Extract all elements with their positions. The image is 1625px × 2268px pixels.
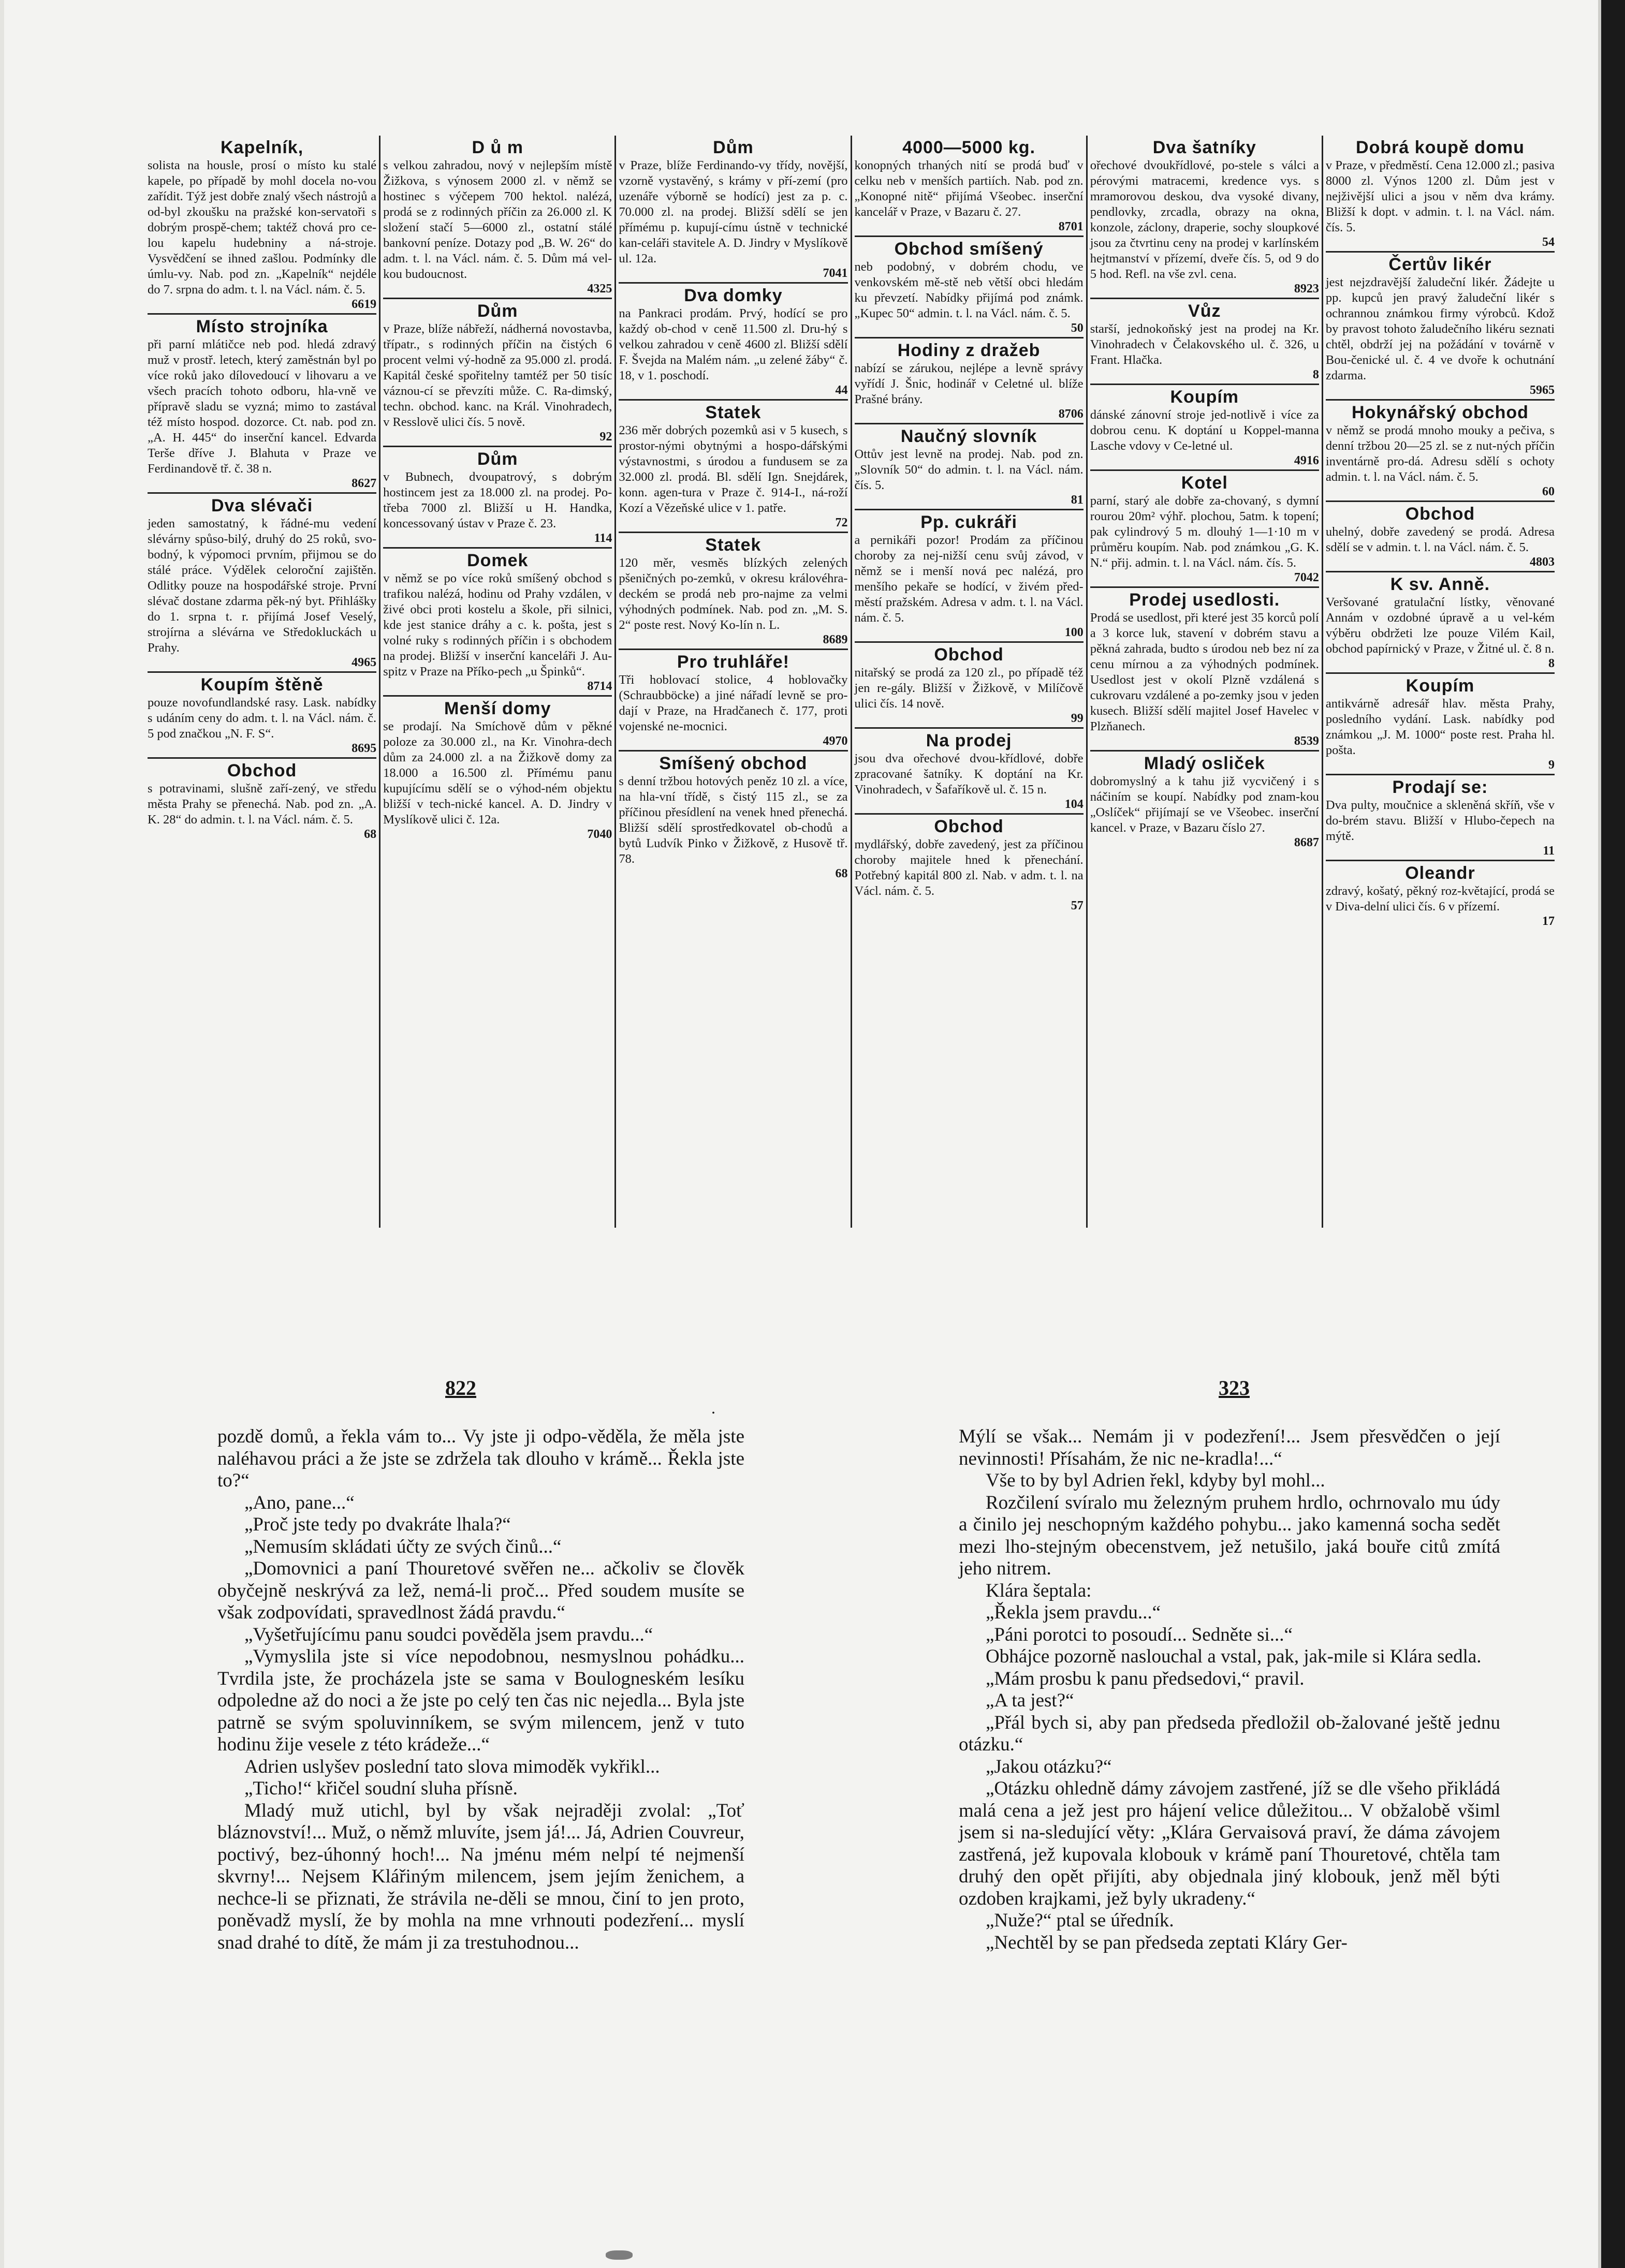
classified-ad: [383, 697, 612, 843]
classified-ad: [1326, 253, 1555, 401]
story-paragraph: Mýlí se však... Nemám ji v podezření!... Jsem přesvědčen o její nevinnosti! Přísahám, že nic ne-kradla!...“: [959, 1426, 1500, 1469]
story-column-right: [959, 1426, 1500, 1954]
ad-title: Naučný slovník: [900, 426, 1037, 446]
ad-column: [1322, 136, 1557, 1228]
ad-number: 72: [835, 516, 848, 529]
ad-text: uhelný, dobře zavedený se prodá. Adresa sdělí se v admin. t. l. na Václ. nám. č. 5.: [1325, 525, 1555, 554]
ad-column: [145, 136, 379, 1228]
story-paragraph: „Přál bych si, aby pan předseda předložil ob-žalované ještě jednu otázku.“: [959, 1712, 1500, 1755]
ad-title: Obchod: [934, 817, 1004, 836]
classified-ad: [1326, 861, 1555, 930]
story-paragraph: Vše to by byl Adrien řekl, kdyby byl mohl...: [986, 1470, 1325, 1491]
ad-text: v Bubnech, dvoupatrový, s dobrým hostincem jest za 18.000 zl. na prodej. Po-třeba 7000 zl. Bližší u H. Handka, koncessovaný ústav v Praze č. 23.: [383, 470, 612, 531]
ad-title: Dům: [713, 138, 754, 157]
ad-text: v Praze, blíže Ferdinando-vy třídy, novější, vzorně vystavěný, s krámy v pří-zemí (pro uzenáře výborně se hodící) jest za p. c. 70.000 zl. na prodej. Bližší sdělí se jen přímému p. kupují-címu ústně v technické kan-celáři stavitele A. D. Jindry v Myslíkově ul. 12a.: [619, 158, 848, 266]
classified-ad: [383, 136, 612, 299]
classified-ad: [619, 650, 847, 752]
story-paragraph: Mladý muž utichl, byl by však nejraději zvolal: „Toť bláznovství!... Muž, o němž mluvíte, jsem já!... Já, Adrien Couvreur, poctivý, bez-úhonný hoch!... Na jménu mém nelpí té nejmenší skvrny!... Nejsem Klářiným milencem, jsem jejím ženichem, a nechce-li se přiznati, že strávila ne-děli se mnou, činí to jen proto, poněvadž myslí, že by mohla na mne vrhnouti podezření... myslí snad drahé to dítě, že mám ji za trestuhodnou...: [217, 1800, 744, 1953]
scan-margin: [0, 0, 4, 2268]
ad-title: Smíšený obchod: [659, 754, 808, 773]
page-number-left: 822: [445, 1376, 476, 1400]
classified-ad: [1326, 572, 1555, 674]
story-paragraph: „A ta jest?“: [986, 1690, 1074, 1711]
page-number-right: 323: [1219, 1376, 1250, 1400]
ad-number: 8687: [1294, 836, 1319, 849]
story-paragraph: „Proč jste tedy po dvakráte lhala?“: [244, 1514, 511, 1535]
story-paragraph: „Řekla jsem pravdu...“: [986, 1602, 1161, 1623]
ad-text: pouze novofundlandské rasy. Lask. nabídky s udáním ceny do adm. t. l. na Václ. nám. č. 5 pod značkou „N. F. S“.: [148, 696, 377, 741]
ad-number: 81: [1071, 493, 1084, 507]
classified-ad: [1090, 299, 1319, 385]
ad-text: neb podobný, v dobrém chodu, ve venkovském mě-stě neb větší obci hledám ku převzetí. Nabídky přijímá pod známk. „Kupec 50“ admin. t. l. na Václ. nám. č. 5.: [854, 260, 1084, 320]
story-paragraph: „Ticho!“ křičel soudní sluha přísně.: [244, 1778, 518, 1799]
ad-number: 54: [1542, 235, 1555, 249]
ad-title: Na prodej: [926, 731, 1012, 750]
ad-title: Statek: [705, 535, 762, 555]
classified-ad: [855, 338, 1084, 424]
ad-text: nabízí se zárukou, nejlépe a levně správy vyřídí J. Šnic, hodinář v Celetné ul. blíže Prašné brány.: [854, 361, 1084, 406]
ad-column: [614, 136, 850, 1228]
classified-ad: [1326, 401, 1555, 502]
ad-title: Kapelník,: [221, 138, 304, 157]
ad-number: 8701: [1058, 220, 1084, 233]
ad-text: na Pankraci prodám. Prvý, hodící se pro každý ob-chod v ceně 11.500 zl. Dru-hý s velkou zahradou v ceně 4600 zl. Bližší sdělí F. Švejda na Malém nám. „u zelené žáby“ č. 18, v 1. poschodí.: [619, 306, 848, 382]
ad-number: 4916: [1294, 454, 1319, 467]
ad-title: K sv. Anně.: [1390, 575, 1490, 594]
ad-title: Obchod: [227, 761, 297, 780]
classified-ad: [619, 752, 847, 882]
classified-ad: [1090, 588, 1319, 752]
classified-ad: [619, 533, 847, 650]
ad-text: Veršované gratulační lístky, věnované Annám v ozdobné úpravě a u vel-kém výběru obdržeti lze pouze Vilém Kail, obchod papírnický v Praze, v Žitné ul. č. 8 n.: [1325, 595, 1555, 656]
ad-number: 11: [1543, 844, 1555, 858]
ad-number: 8539: [1294, 734, 1319, 748]
ad-text: dánské zánovní stroje jed-notlivě i více za dobrou cenu. K doptání u Koppel-manna Lasche vdovy v Ce-letné ul.: [1090, 408, 1319, 453]
ad-text: zdravý, košatý, pěkný roz-květající, prodá se v Diva-delní ulici čís. 6 v přízemí.: [1325, 884, 1555, 914]
classified-ad: [855, 815, 1084, 915]
story-paragraph: „Nuže?“ ptal se úředník.: [986, 1910, 1174, 1931]
ad-title: Vůz: [1188, 301, 1221, 321]
page-edge: [1601, 0, 1625, 2268]
ad-number: 8: [1548, 657, 1555, 670]
ad-title: Dobrá koupě domu: [1356, 138, 1525, 157]
classified-ad: [855, 424, 1084, 510]
story-paragraph: „Jakou otázku?“: [986, 1756, 1112, 1777]
ad-title: Pp. cukráři: [920, 512, 1017, 532]
classified-ad: [148, 136, 376, 315]
classified-ad: [1090, 752, 1319, 851]
ad-title: Dům: [477, 301, 518, 321]
classified-ad: [383, 447, 612, 549]
ad-column: [851, 136, 1086, 1228]
ad-title: Dva šatníky: [1152, 138, 1256, 157]
ad-number: 8: [1312, 368, 1319, 381]
ad-title: Hokynářský obchod: [1351, 403, 1529, 422]
ad-text: dobromyslný a k tahu již vycvičený i s náčiním se koupí. Nabídky pod znam-kou „Oslíček“ přijímají se ve Všeobec. inserční kancel. v Praze, v Bazaru číslo 27.: [1090, 774, 1319, 835]
ink-smudge: [606, 2250, 633, 2260]
classified-ad: [1326, 775, 1555, 861]
classified-ad: [1090, 471, 1319, 588]
ad-text: s potravinami, slušně zaří-zený, ve středu města Prahy se přenechá. Nab. pod zn. „A. K. 28“ do admin. t. l. na Václ. nám. č. 5.: [148, 782, 377, 827]
ad-title: Místo strojníka: [196, 317, 328, 336]
ad-text: ořechové dvoukřídlové, po-stele s válci a pérovými matracemi, kredence vys. s mramorovou deskou, dva vysoké divany, pendlovky, zrcadla, obrazy na okna, konzole, záclony, draperie, sochy sloupkové jsou za čtvrtinu ceny na prodej v karlínském hejtmanství v přízemí, dveře čís. 5, od 9 do 5 hod. Refl. na vše zvl. cena.: [1090, 158, 1319, 281]
story-paragraph: Rozčilení svíralo mu železným pruhem hrdlo, ochrnovalo mu údy a činilo jej neschopným každého pohybu... jako kamenná socha sedět mezi lho-stejným obecenstvem, jež netušilo, jaká bouře citů zmítá jeho nitrem.: [959, 1492, 1500, 1579]
classified-ad: [148, 759, 376, 843]
classified-ad: [855, 510, 1084, 643]
ad-number: 4970: [823, 734, 848, 748]
ad-number: 99: [1071, 712, 1084, 725]
ad-text: Dva pulty, moučnice a skleněná skříň, vše v do-brém stavu. Bližší v Hlubo-čepech na mýtě.: [1325, 798, 1555, 843]
story-paragraph: pozdě domů, a řekla vám to... Vy jste ji odpo-věděla, že měla jste naléhavou práci a že jste se zdržela tak dlouho v krámě... Řekla jste to?“: [217, 1426, 744, 1491]
ad-title: 4000—5000 kg.: [902, 138, 1036, 157]
story-paragraph: „Vyšetřujícímu panu soudci pověděla jsem pravdu...“: [244, 1624, 653, 1645]
ad-text: se prodají. Na Smíchově dům v pěkné poloze za 30.000 zl., na Kr. Vinohra-dech dům za 24.000 zl. a na Žižkově domy za 18.000 a 16.500 zl. Přímému panu kupujícímu sdělí se o výhod-ném objektu bližší v tech-nické kancel. A. D. Jindry v Myslíkově ulici č. 12a.: [383, 719, 612, 827]
story-paragraph: „Domovnici a paní Thouretové svěřen ne... ačkoliv se člověk obyčejně neskrývá za lež, nemá-li proč... Před soudem musíte se však zodpovídati, spravedlnost žádá pravdu.“: [217, 1558, 744, 1623]
story-paragraph: „Páni porotci to posoudí... Sedněte si...“: [986, 1624, 1293, 1645]
ad-text: mydlářský, dobře zavedený, jest za příčinou choroby majitele hned k přenechání. Potřebný kapitál 800 zl. Nab. v adm. t. l. na Václ. nám. č. 5.: [854, 837, 1084, 898]
ad-text: konopných trhaných nití se prodá buď v celku neb v menších partiích. Nab. pod zn. „Konopné nitě“ přijímá Všeobec. inserční kancelář v Praze, v Bazaru č. 27.: [854, 158, 1084, 219]
story-paragraph: „Ano, pane...“: [244, 1492, 355, 1513]
ad-number: 57: [1071, 899, 1084, 912]
ad-text: parní, starý ale dobře za-chovaný, s dymní rourou 20m² výhř. plochou, 5atm. k topení; pak cylindrový 5 m. dlouhý 1—1·10 m v průměru koupím. Nab. pod známkou „G. K. N.“ přij. admin. t. l. na Václ. nám. čís. 5.: [1090, 494, 1319, 570]
ad-number: 17: [1542, 915, 1555, 928]
ad-title: Prodej usedlosti.: [1129, 590, 1280, 610]
classified-ads-section: [145, 136, 1557, 1228]
ad-text: jeden samostatný, k řádné-mu vedení slévárny spůso-bilý, druhý do 25 roků, svo-bodný, k výpomoci prvním, přijmou se do stálé práce. Výdělek celoroční zajištěn. Odlitky pouze na hospodářské stroje. První slévač dostane zdarma pěk-ný byt. Přihlášky do 1. srpna t. r. přijímá Josef Veselý, strojírna a slévárna ve Středokluckách u Prahy.: [148, 517, 377, 655]
ad-title: Oleandr: [1405, 863, 1475, 883]
ad-text: v němž se prodá mnoho mouky a pečiva, s denní tržbou 20—25 zl. se z nut-ných příčin inventárně pro-dá. Adresu sdělí s ochoty admin. t. l. na Václ. nám. č. 5.: [1325, 423, 1555, 484]
ad-title: Koupím: [1170, 387, 1239, 407]
story-paragraph: „Nechtěl by se pan předseda zeptati Kláry Ger-: [986, 1932, 1348, 1953]
ad-title: Obchod: [1405, 504, 1475, 524]
classified-ad: [1090, 385, 1319, 471]
ad-text: Tři hoblovací stolice, 4 hoblovačky (Schraubböcke) a jiné nářadí levně se pro-dají v Praze, na Hradčanech č. 177, proti vojenské ne-mocnici.: [619, 673, 848, 733]
classified-ad: [148, 494, 376, 673]
ad-title: Koupím štěně: [200, 675, 324, 695]
classified-ad: [855, 237, 1084, 338]
ad-number: 8627: [352, 477, 377, 490]
classified-ad: [148, 315, 376, 494]
ad-title: D ů m: [472, 138, 523, 157]
ad-title: Pro truhláře!: [677, 652, 789, 672]
ad-title: Statek: [705, 403, 762, 422]
classified-ad: [855, 729, 1084, 815]
classified-ad: [619, 284, 847, 401]
story-paragraph: Adrien uslyšev poslední tato slova mimoděk vykřikl...: [244, 1756, 660, 1777]
ad-number: 8695: [352, 742, 377, 755]
ad-title: Obchod smíšený: [894, 239, 1044, 259]
ad-text: při parní mlátičce neb pod. hledá zdravý muž v prostř. letech, který zaměstnán byl po více roků jako dílovedoucí v lihovaru a ve všech pracích tohoto odboru, hla-vně ve přípravě sladu se vyzná; mimo to zastával též místo hospod. dozorce. Ct. nab. pod zn. „A. H. 445“ do inserční kancel. Edvarda Terše dříve J. Blahuta v Praze ve Ferdinandově tř. č. 38 n.: [148, 337, 377, 476]
ad-number: 7042: [1294, 571, 1319, 584]
ad-text: v němž se po více roků smíšený obchod s trafikou nalézá, hodinu od Prahy vzdálen, v živé obci proti kostelu a škole, při silnici, kde jest stanice dráhy a c. k. pošta, jest s volné ruky s rodinných příčin i s obchodem na prodej. Bližší v inserční kanceláři J. Au-spitz v Praze na Příko-pech „u Špinků“.: [383, 571, 612, 679]
ad-title: Menší domy: [444, 699, 551, 718]
ad-number: 8923: [1294, 282, 1319, 296]
ad-text: 120 měr, vesměs blízkých zelených pšeničných po-zemků, v okresu královéhra-deckém se prodá neb pro-najme za velmi výhodných podmínek. Nab. pod zn. „M. S. 2“ poste rest. Nový Ko-lín n. L.: [619, 556, 848, 632]
ad-number: 4803: [1530, 555, 1555, 569]
ad-text: nitařský se prodá za 120 zl., po případě též jen re-gály. Bližší v Žižkově, v Milíčově ulici čís. 14 nově.: [854, 666, 1084, 711]
ad-text: a pernikáři pozor! Prodám za příčinou choroby za nej-nižší cenu svůj závod, v němž se i menší nová pec nalézá, pro menšího pekaře se hodící, v živém před-městí pražském. Adresa v adm. t. l. na Václ. nám. č. 5.: [854, 533, 1084, 625]
classified-ad: [148, 673, 376, 759]
ad-number: 68: [364, 828, 377, 841]
story-paragraph: Klára šeptala:: [986, 1580, 1092, 1601]
classified-ad: [855, 643, 1084, 729]
ad-text: Ottův jest levně na prodej. Nab. pod zn. „Slovník 50“ do admin. t. l. na Václ. nám. čís. 5.: [854, 447, 1084, 492]
ad-number: 7041: [823, 267, 848, 280]
classified-ad: [1326, 674, 1555, 775]
story-paragraph: „Mám prosbu k panu předsedovi,“ pravil.: [986, 1668, 1305, 1689]
ad-title: Obchod: [934, 645, 1004, 665]
classified-ad: [383, 299, 612, 447]
ad-text: jest nejzdravější žaludeční likér. Žádejte u pp. kupců jen pravý žaludeční likér s ochrannou známkou firmy výrobců. Kdož by pravost tohoto žaludečního likéru seznati chtěl, obdrží jej na požádání v továrně v Bou-čenické ul. č. 4 ve dvoře k ochutnání zdarma.: [1325, 275, 1555, 382]
story-paragraph: „Otázku ohledně dámy závojem zastřené, jíž se dle všeho přikládá malá cena a jež jest pro hájení velice důležitou... V obžalobě všiml jsem si na-sledující věty: „Klára Gervaisová praví, že dáma závojem zastřená, jež kupovala klobouk v krámě paní Thouretové, chtěla tam druhý den opět přijíti, aby objednala jiný klobouk, jenž měl býti ozdoben krajkami, jež byly ukradeny.“: [959, 1778, 1500, 1909]
ad-number: 92: [599, 430, 612, 444]
ad-text: solista na housle, prosí o místo ku stalé kapele, po případě by mohl docela no-vou zařídit. Týž jest dobře znalý všech nástrojů a od-byl zkoušku na pražské kon-servatoři s dobrým prospě-chem; taktéž chová pro ce-lou kapelu hudebniny a ná-stroje. Vysvědčení se ihned zašlou. Podmínky dle úmlu-vy. Nab. pod zn. „Kapelník“ nejdéle do 7. srpna do adm. t. l. na Václ. nám. č. 5.: [148, 158, 377, 297]
story-paragraph: „Vymyslila jste si více nepodobnou, nesmyslnou pohádku... Tvrdila jste, že procházela jste se sama v Boulogneském lesíku odpoledne až do noci a že jste po celý ten čas nic nejedla... Byla jste patrně se svým spoluvinníkem, se svým milencem, jenž v tuto hodinu žije vesele z této krádeže...“: [217, 1646, 744, 1755]
classified-ad: [619, 401, 847, 533]
ad-number: 6619: [352, 298, 377, 311]
classified-ad: [1326, 502, 1555, 572]
story-column-left: [217, 1426, 744, 1954]
ad-number: 8706: [1058, 407, 1084, 421]
ad-text: antikvárně adresář hlav. města Prahy, posledního vydání. Lask. nabídky pod známkou „J. M. 1000“ poste rest. Praha hl. pošta.: [1325, 697, 1555, 757]
ad-number: 44: [835, 384, 848, 397]
ad-title: Kotel: [1181, 473, 1228, 493]
ad-title: Dva slévači: [211, 496, 313, 516]
ad-title: Mladý osliček: [1144, 754, 1265, 773]
ad-number: 104: [1064, 798, 1084, 811]
classified-ad: [619, 136, 847, 284]
ad-text: s denní tržbou hotových peněz 10 zl. a více, na hla-vní třídě, s čistý 115 zl., se za příčinou přesídlení na venek hned přenechá. Bližší sdělí sprostředkovatel ob-chodů a bytů Ludvík Pinko v Žižkově, z Husově tř. 78.: [619, 774, 848, 866]
ad-title: Čertův likér: [1388, 255, 1492, 274]
story-paragraph: „Nemusím skládati účty ze svých činů...“: [244, 1536, 562, 1557]
separator-dot: .: [711, 1398, 715, 1417]
ad-number: 9: [1548, 758, 1555, 772]
ad-column: [1086, 136, 1322, 1228]
ad-number: 5965: [1530, 384, 1555, 397]
ad-number: 114: [594, 532, 612, 545]
ad-text: starší, jednokoňský jest na prodej na Kr. Vinohradech v Čelakovského ul. č. 326, u Frant. Hlačka.: [1090, 322, 1319, 367]
ad-text: v Praze, blíže nábřeží, nádherná novostavba, třípatr., s rodinných příčin na čistých 6 procent velmi vý-hodně za 95.000 zl. prodá. Kapitál české spořitelny tamtéž per 50 tisíc váznou-cí se převzíti může. C. Ra-dimský, techn. obchod. kanc. na Král. Vinohradech, v Resslově ulici čís. 5 nově.: [383, 322, 612, 429]
classified-ad: [1090, 136, 1319, 299]
ad-number: 7040: [587, 828, 612, 841]
ad-column: [379, 136, 614, 1228]
ad-title: Dva domky: [684, 286, 783, 305]
ad-text: 236 měr dobrých pozemků asi v 5 kusech, s prostor-nými obytnými a hospo-dářskými výstavnostmi, s úrodou a fundusem se za 32.000 zl. prodá. Bl. sdělí Ign. Snejdárek, konn. agen-tura v Praze č. 914-I., ná-roží Kozí a Vězeňské ulice v 1. patře.: [619, 423, 848, 515]
ad-number: 68: [835, 867, 848, 880]
ad-number: 100: [1064, 626, 1084, 639]
ad-text: v Praze, v předměstí. Cena 12.000 zl.; pasiva 8000 zl. Výnos 1200 zl. Dům jest v nejživější ulici a jsou v něm dva krámy. Bližší k dopt. v admin. t. l. na Václ. nám. čís. 5.: [1325, 158, 1555, 234]
ad-number: 4325: [587, 282, 612, 296]
ad-number: 8689: [823, 633, 848, 646]
ad-text: Prodá se usedlost, při které jest 35 korců polí a 3 korce luk, stavení v dobrém stavu a pěkná zahrada, budto s úrodou neb bez ní za cenu mírnou a za výhodných podmínek. Usedlost jest v okolí Plzně vzdálená s cukrovaru vzdálené a po-zemky jsou v jeden kusech. Bližší sdělí majitel Josef Havelec v Plzňanech.: [1090, 611, 1319, 733]
ad-title: Domek: [467, 551, 529, 570]
ad-title: Dům: [477, 449, 518, 469]
classified-ad: [855, 136, 1084, 237]
ad-number: 8714: [587, 680, 612, 693]
ad-text: s velkou zahradou, nový v nejlepším místě Žižkova, s výnosem 2000 zl. v němž se hostinec s výčepem 700 hektol. nalézá, prodá se z rodinných příčin za 26.000 zl. K složení stačí 5—6000 zl., ostatní stálé bankovní peníze. Dotazy pod „B. W. 26“ do adm. t. l. na Václ. nám. č. 5. Dům má vel-kou budoucnost.: [383, 158, 612, 281]
ad-title: Koupím: [1406, 676, 1475, 696]
classified-ad: [383, 549, 612, 697]
ad-number: 60: [1542, 485, 1555, 498]
story-paragraph: Obhájce pozorně naslouchal a vstal, pak, jak-mile si Klára sedla.: [986, 1646, 1482, 1667]
ad-title: Hodiny z dražeb: [897, 341, 1041, 360]
ad-number: 50: [1071, 321, 1084, 335]
ad-title: Prodají se:: [1392, 777, 1488, 797]
ad-number: 4965: [352, 656, 377, 669]
ad-text: jsou dva ořechové dvou-křídlové, dobře zpracované šatníky. K doptání na Kr. Vinohradech, v Šafaříkově ul. č. 15 n.: [854, 752, 1084, 797]
classified-ad: [1326, 136, 1555, 253]
